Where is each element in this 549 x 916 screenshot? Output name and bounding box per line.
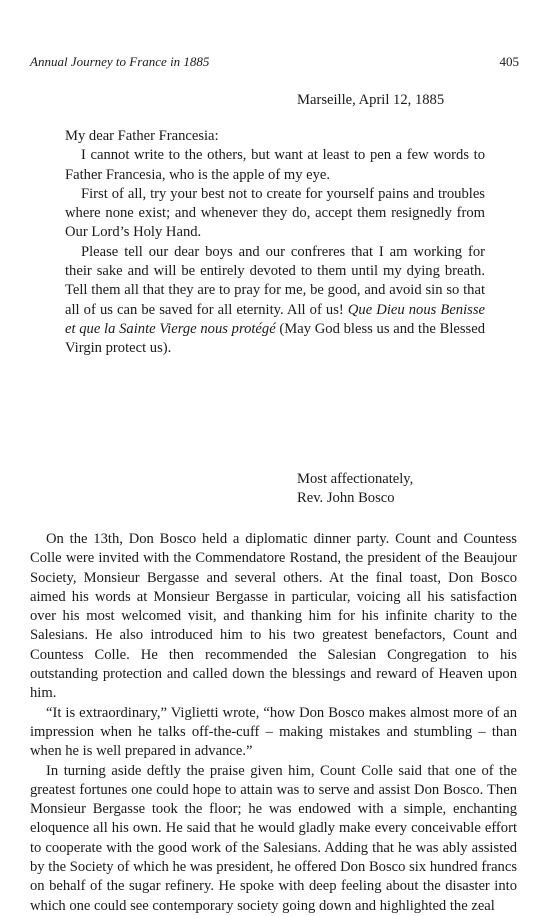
narrative-body: [30, 530, 517, 916]
letter-paragraph: I cannot write to the others, but want at least to pen a few words to Father Francesia, who is the apple of my eye.: [65, 147, 485, 183]
letter-paragraph: First of all, try your best not to create for yourself pains and troubles where none exist; and whenever they do, accept them resignedly from Our Lord’s Holy Hand.: [65, 185, 485, 241]
body-paragraph: On the 13th, Don Bosco held a diplomatic dinner party. Count and Countess Colle were invited with the Commendatore Rostand, the president of the Beaujour Society, Monsieur Bergasse and several others. At the final toast, Don Bosco aimed his words at Monsieur Bergasse in particular, voicing all his satisfaction over his most welcomed visit, and thanking him for his infinite charity to the Salesians. He also introduced him to his two greatest benefactors, Count and Countess Colle. He then recommended the Salesian Congregation to his outstanding protection and called down the blessings and reward of Heaven upon him.: [30, 531, 517, 702]
letter-closing-block: [297, 470, 413, 509]
running-head: [30, 54, 519, 72]
french-blessing: Que Dieu nous Benisse et que la Sainte Vierge nous protégé: [65, 301, 485, 337]
letter-signature: Rev. John Bosco: [297, 490, 395, 507]
letter-dateline: Marseille, April 12, 1885: [297, 92, 445, 108]
letter-closing: Most affectionately,: [297, 471, 414, 487]
blessing-translation: (May God bless us and the Blessed Virgin protect us).: [65, 320, 485, 357]
letter-salutation: My dear Father Francesia:: [65, 128, 219, 144]
page-number: 405: [499, 54, 519, 69]
letter-paragraph-text: Please tell our dear boys and our confreres that I am working for their sake and will be entirely devoted to them until my dying breath. Tell them all that they are to pray for me, be good, and avoid sin so that all of us can be saved for all eternity. All of us!: [65, 243, 485, 318]
body-paragraph: “It is extraordinary,” Viglietti wrote, “how Don Bosco makes almost more of an impression when he talks off-the-cuff – making mistakes and stumbling – than when he is well prepared in advance.”: [30, 704, 517, 760]
letter-body: [65, 127, 485, 359]
running-title: Annual Journey to France in 1885: [30, 54, 210, 69]
letter-paragraph: [65, 243, 485, 359]
body-paragraph: In turning aside deftly the praise given him, Count Colle said that one of the greatest fortunes one could hope to attain was to serve and assist Don Bosco. Then Monsieur Bergasse took the floor; he was endowed with a simple, enchanting eloquence all his own. He said that he would gladly make every conceivable effort to cooperate with the good work of the Salesians. Adding that he was ably assisted by the Society of which he was president, he offered Don Bosco six hundred francs on behalf of the sugar refinery. He spoke with deep feeling about the disaster into which one could see contemporary society going down and highlighted the zeal: [30, 762, 517, 914]
